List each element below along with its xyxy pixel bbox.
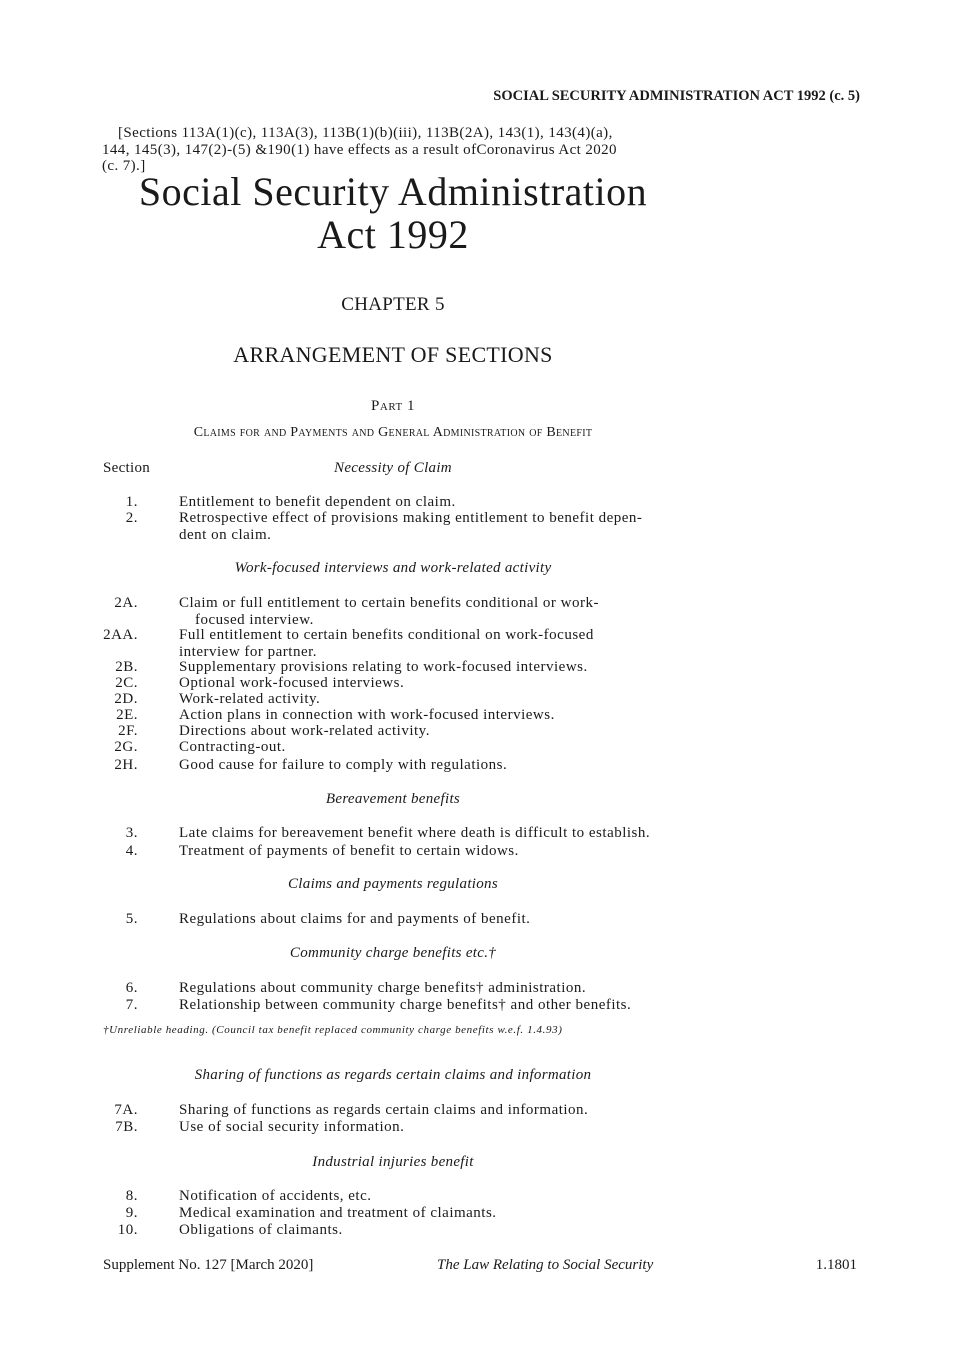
entry-text: Full entitlement to certain benefits conditional on work-focused [179,627,594,643]
entry-text: Treatment of payments of benefit to certain widows. [179,843,519,859]
entry-number: 2A. [114,595,138,611]
entry-text: Good cause for failure to comply with regulations. [179,757,508,773]
entry-number: 10. [117,1222,138,1238]
footer-publication-title: The Law Relating to Social Security [437,1257,654,1273]
chapter-heading: CHAPTER 5 [341,294,445,315]
entry-text: Optional work-focused interviews. [179,675,405,691]
entry-text: Sharing of functions as regards certain claims and information. [179,1102,589,1118]
entry-number: 2AA. [103,627,138,643]
entry-text: Regulations about community charge benefits† administration. [179,980,587,996]
note-line-2: 144, 145(3), 147(2)-(5) &190(1) have effects as a result ofCoronavirus Act 2020 [102,141,617,158]
entry-text: Obligations of claimants. [179,1222,343,1238]
entry-number: 2G. [114,739,138,755]
entry-text: Action plans in connection with work-focused interviews. [179,707,555,723]
entry-number: 7B. [115,1119,138,1135]
act-title-line-1: Social Security Administration [138,169,648,214]
unreliable-heading-footnote: †Unreliable heading. (Council tax benefit replaced community charge benefits w.e.f. 1.4.93) [103,1024,563,1036]
entry-text-continuation: focused interview. [195,611,314,628]
entry-number: 2C. [115,675,138,691]
entry-number: 5. [125,911,138,927]
entry-text: Late claims for bereavement benefit where death is difficult to establish. [179,825,651,841]
entry-number: 8. [125,1188,138,1204]
entry-number: 2E. [116,707,138,723]
entry-text: Retrospective effect of provisions making entitlement to benefit depen- [179,510,643,526]
note-line-1: [Sections 113A(1)(c), 113A(3), 113B(1)(b)(iii), 113B(2A), 143(1), 143(4)(a), [118,125,613,141]
entry-number: 3. [125,825,138,841]
group-heading-necessity-of-claim: Necessity of Claim [334,460,452,476]
act-title-line-2: Act 1992 [317,212,469,257]
group-heading-industrial-injuries-benefit: Industrial injuries benefit [312,1154,474,1170]
entry-text: Regulations about claims for and payments of benefit. [179,911,531,927]
entry-text: Directions about work-related activity. [179,723,430,739]
running-head: SOCIAL SECURITY ADMINISTRATION ACT 1992 (c. 5) [493,88,860,104]
entry-number: 2B. [115,659,138,675]
entry-text: Medical examination and treatment of claimants. [179,1205,497,1221]
arrangement-heading: ARRANGEMENT OF SECTIONS [233,342,553,367]
group-heading-community-charge-benefits: Community charge benefits etc.† [289,945,497,961]
entry-text: Work-related activity. [179,691,321,707]
entry-text: Contracting-out. [179,739,286,755]
entry-text: Relationship between community charge benefits† and other benefits. [179,997,632,1013]
entry-text: Notification of accidents, etc. [179,1188,372,1204]
group-heading-work-focused-interviews: Work-focused interviews and work-related activity [234,560,552,576]
entry-number: 1. [125,494,138,510]
group-heading-claims-and-payments: Claims and payments regulations [288,876,498,892]
group-heading-bereavement-benefits: Bereavement benefits [325,791,461,807]
part-heading: Part 1 [371,398,415,414]
part-title: Claims for and Payments and General Administration of Benefit [193,425,593,440]
coronavirus-note [102,125,698,175]
entry-number: 2D. [114,691,138,707]
entry-number: 7. [125,997,138,1013]
entry-text-continuation: interview for partner. [179,643,318,660]
entry-text: Entitlement to benefit dependent on claim. [179,494,456,510]
entry-number: 6. [125,980,138,996]
footer-supplement: Supplement No. 127 [March 2020] [103,1257,314,1273]
entry-text: Supplementary provisions relating to work-focused interviews. [179,659,588,675]
note-line-3: (c. 7).] [102,158,146,174]
footer-page-number: 1.1801 [815,1257,857,1273]
entry-number: 7A. [114,1102,138,1118]
entry-text: Use of social security information. [179,1119,405,1135]
entry-number: 2H. [114,757,138,773]
entry-number: 4. [125,843,138,859]
entry-number: 2F. [118,723,138,739]
group-heading-sharing-of-functions: Sharing of functions as regards certain claims and information [194,1067,592,1083]
entry-text: Claim or full entitlement to certain benefits conditional or work- [179,595,599,611]
entry-number: 9. [125,1205,138,1221]
entry-number: 2. [125,510,138,526]
entry-text-continuation: dent on claim. [179,526,272,543]
section-column-label: Section [103,460,151,476]
